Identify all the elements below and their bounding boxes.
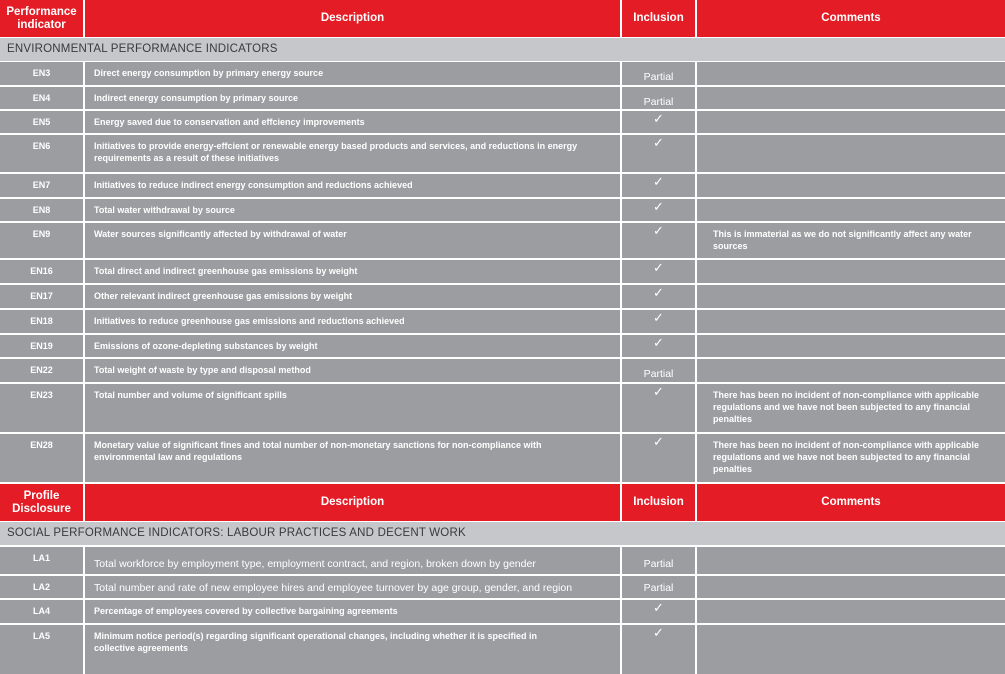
comment: This is immaterial as we do not significantly affect any water sources (697, 223, 1005, 258)
inclusion-value: Partial (622, 576, 695, 598)
indicator-code: EN22 (0, 359, 83, 382)
comment (697, 285, 1005, 308)
comment (697, 547, 1005, 574)
checkmark-icon: ✓ (622, 384, 695, 432)
table-row (0, 547, 1005, 574)
table-row (0, 223, 1005, 258)
checkmark-icon: ✓ (622, 310, 695, 333)
indicator-code: LA1 (0, 547, 83, 574)
indicator-code: EN16 (0, 260, 83, 283)
header-comments: Comments (697, 0, 1005, 37)
indicator-code: LA4 (0, 600, 83, 623)
indicator-description: Total number and volume of significant spills (85, 384, 620, 432)
indicator-description: Total water withdrawal by source (85, 199, 620, 221)
inclusion-value: Partial (622, 87, 695, 109)
indicator-code: EN5 (0, 111, 83, 133)
table-row (0, 434, 1005, 482)
comment (697, 135, 1005, 172)
table-row (0, 62, 1005, 85)
comment: There has been no incident of non-compliance with applicable regulations and we have not been subjected to any financial penalties (697, 384, 1005, 432)
indicator-code: EN9 (0, 223, 83, 258)
header-performance-indicator: Performance indicator (0, 0, 83, 37)
checkmark-icon: ✓ (622, 199, 695, 221)
comment (697, 199, 1005, 221)
table-row (0, 87, 1005, 109)
table-row (0, 310, 1005, 333)
checkmark-icon: ✓ (622, 135, 695, 172)
comment: There has been no incident of non-compliance with applicable regulations and we have not been subjected to any financial penalties (697, 434, 1005, 482)
comment (697, 576, 1005, 598)
indicator-description: Total weight of waste by type and disposal method (85, 359, 620, 382)
table-row (0, 174, 1005, 197)
indicator-code: EN23 (0, 384, 83, 432)
indicator-description: Water sources significantly affected by withdrawal of water (85, 223, 620, 258)
indicator-description: Emissions of ozone-depleting substances by weight (85, 335, 620, 357)
header-inclusion: Inclusion (622, 484, 695, 521)
indicator-code: EN18 (0, 310, 83, 333)
table-header (0, 0, 1005, 37)
checkmark-icon: ✓ (622, 335, 695, 357)
inclusion-value: Partial (622, 547, 695, 574)
indicator-description: Initiatives to provide energy-effcient or renewable energy based products and services, and reductions in energy requirements as a result of these initiatives (85, 135, 620, 172)
indicator-code: EN4 (0, 87, 83, 109)
comment (697, 62, 1005, 85)
indicator-code: EN6 (0, 135, 83, 172)
checkmark-icon: ✓ (622, 625, 695, 674)
checkmark-icon: ✓ (622, 600, 695, 623)
indicator-description: Initiatives to reduce greenhouse gas emissions and reductions achieved (85, 310, 620, 333)
comment (697, 310, 1005, 333)
table-row (0, 260, 1005, 283)
indicator-code: LA5 (0, 625, 83, 674)
indicator-description: Monetary value of significant fines and total number of non-monetary sanctions for non-compliance with environmental law and regulations (85, 434, 620, 482)
indicator-description: Initiatives to reduce indirect energy consumption and reductions achieved (85, 174, 620, 197)
checkmark-icon: ✓ (622, 285, 695, 308)
comment (697, 600, 1005, 623)
indicator-code: EN28 (0, 434, 83, 482)
comment (697, 111, 1005, 133)
indicator-code: EN8 (0, 199, 83, 221)
checkmark-icon: ✓ (622, 434, 695, 482)
table-row (0, 285, 1005, 308)
header-description: Description (85, 0, 620, 37)
comment (697, 87, 1005, 109)
table-row (0, 335, 1005, 357)
section-title: ENVIRONMENTAL PERFORMANCE INDICATORS (0, 38, 1005, 61)
checkmark-icon: ✓ (622, 174, 695, 197)
comment (697, 625, 1005, 674)
indicator-description: Total workforce by employment type, employment contract, and region, broken down by gender (85, 547, 620, 574)
table-row (0, 111, 1005, 133)
indicator-description: Percentage of employees covered by collective bargaining agreements (85, 600, 620, 623)
indicator-code: EN7 (0, 174, 83, 197)
indicator-code: LA2 (0, 576, 83, 598)
inclusion-value: Partial (622, 359, 695, 382)
table-row (0, 625, 1005, 674)
section-title: SOCIAL PERFORMANCE INDICATORS: LABOUR PRACTICES AND DECENT WORK (0, 522, 1005, 545)
indicator-description: Other relevant indirect greenhouse gas emissions by weight (85, 285, 620, 308)
header-comments: Comments (697, 484, 1005, 521)
table-row (0, 199, 1005, 221)
table-row (0, 135, 1005, 172)
comment (697, 260, 1005, 283)
header-description: Description (85, 484, 620, 521)
indicator-description: Direct energy consumption by primary energy source (85, 62, 620, 85)
table-row (0, 576, 1005, 598)
table-row (0, 384, 1005, 432)
table-header (0, 484, 1005, 521)
indicator-description: Minimum notice period(s) regarding significant operational changes, including whether it is specified in collective agreements (85, 625, 620, 674)
header-profile-disclosure: Profile Disclosure (0, 484, 83, 521)
indicator-code: EN19 (0, 335, 83, 357)
checkmark-icon: ✓ (622, 260, 695, 283)
indicator-description: Total direct and indirect greenhouse gas emissions by weight (85, 260, 620, 283)
indicator-description: Indirect energy consumption by primary source (85, 87, 620, 109)
table-row (0, 600, 1005, 623)
indicator-description: Energy saved due to conservation and effciency improvements (85, 111, 620, 133)
indicator-code: EN3 (0, 62, 83, 85)
checkmark-icon: ✓ (622, 223, 695, 258)
header-inclusion: Inclusion (622, 0, 695, 37)
table-row (0, 359, 1005, 382)
indicator-description: Total number and rate of new employee hires and employee turnover by age group, gender, and region (85, 576, 620, 598)
comment (697, 335, 1005, 357)
indicator-code: EN17 (0, 285, 83, 308)
comment (697, 359, 1005, 382)
inclusion-value: Partial (622, 62, 695, 85)
comment (697, 174, 1005, 197)
checkmark-icon: ✓ (622, 111, 695, 133)
